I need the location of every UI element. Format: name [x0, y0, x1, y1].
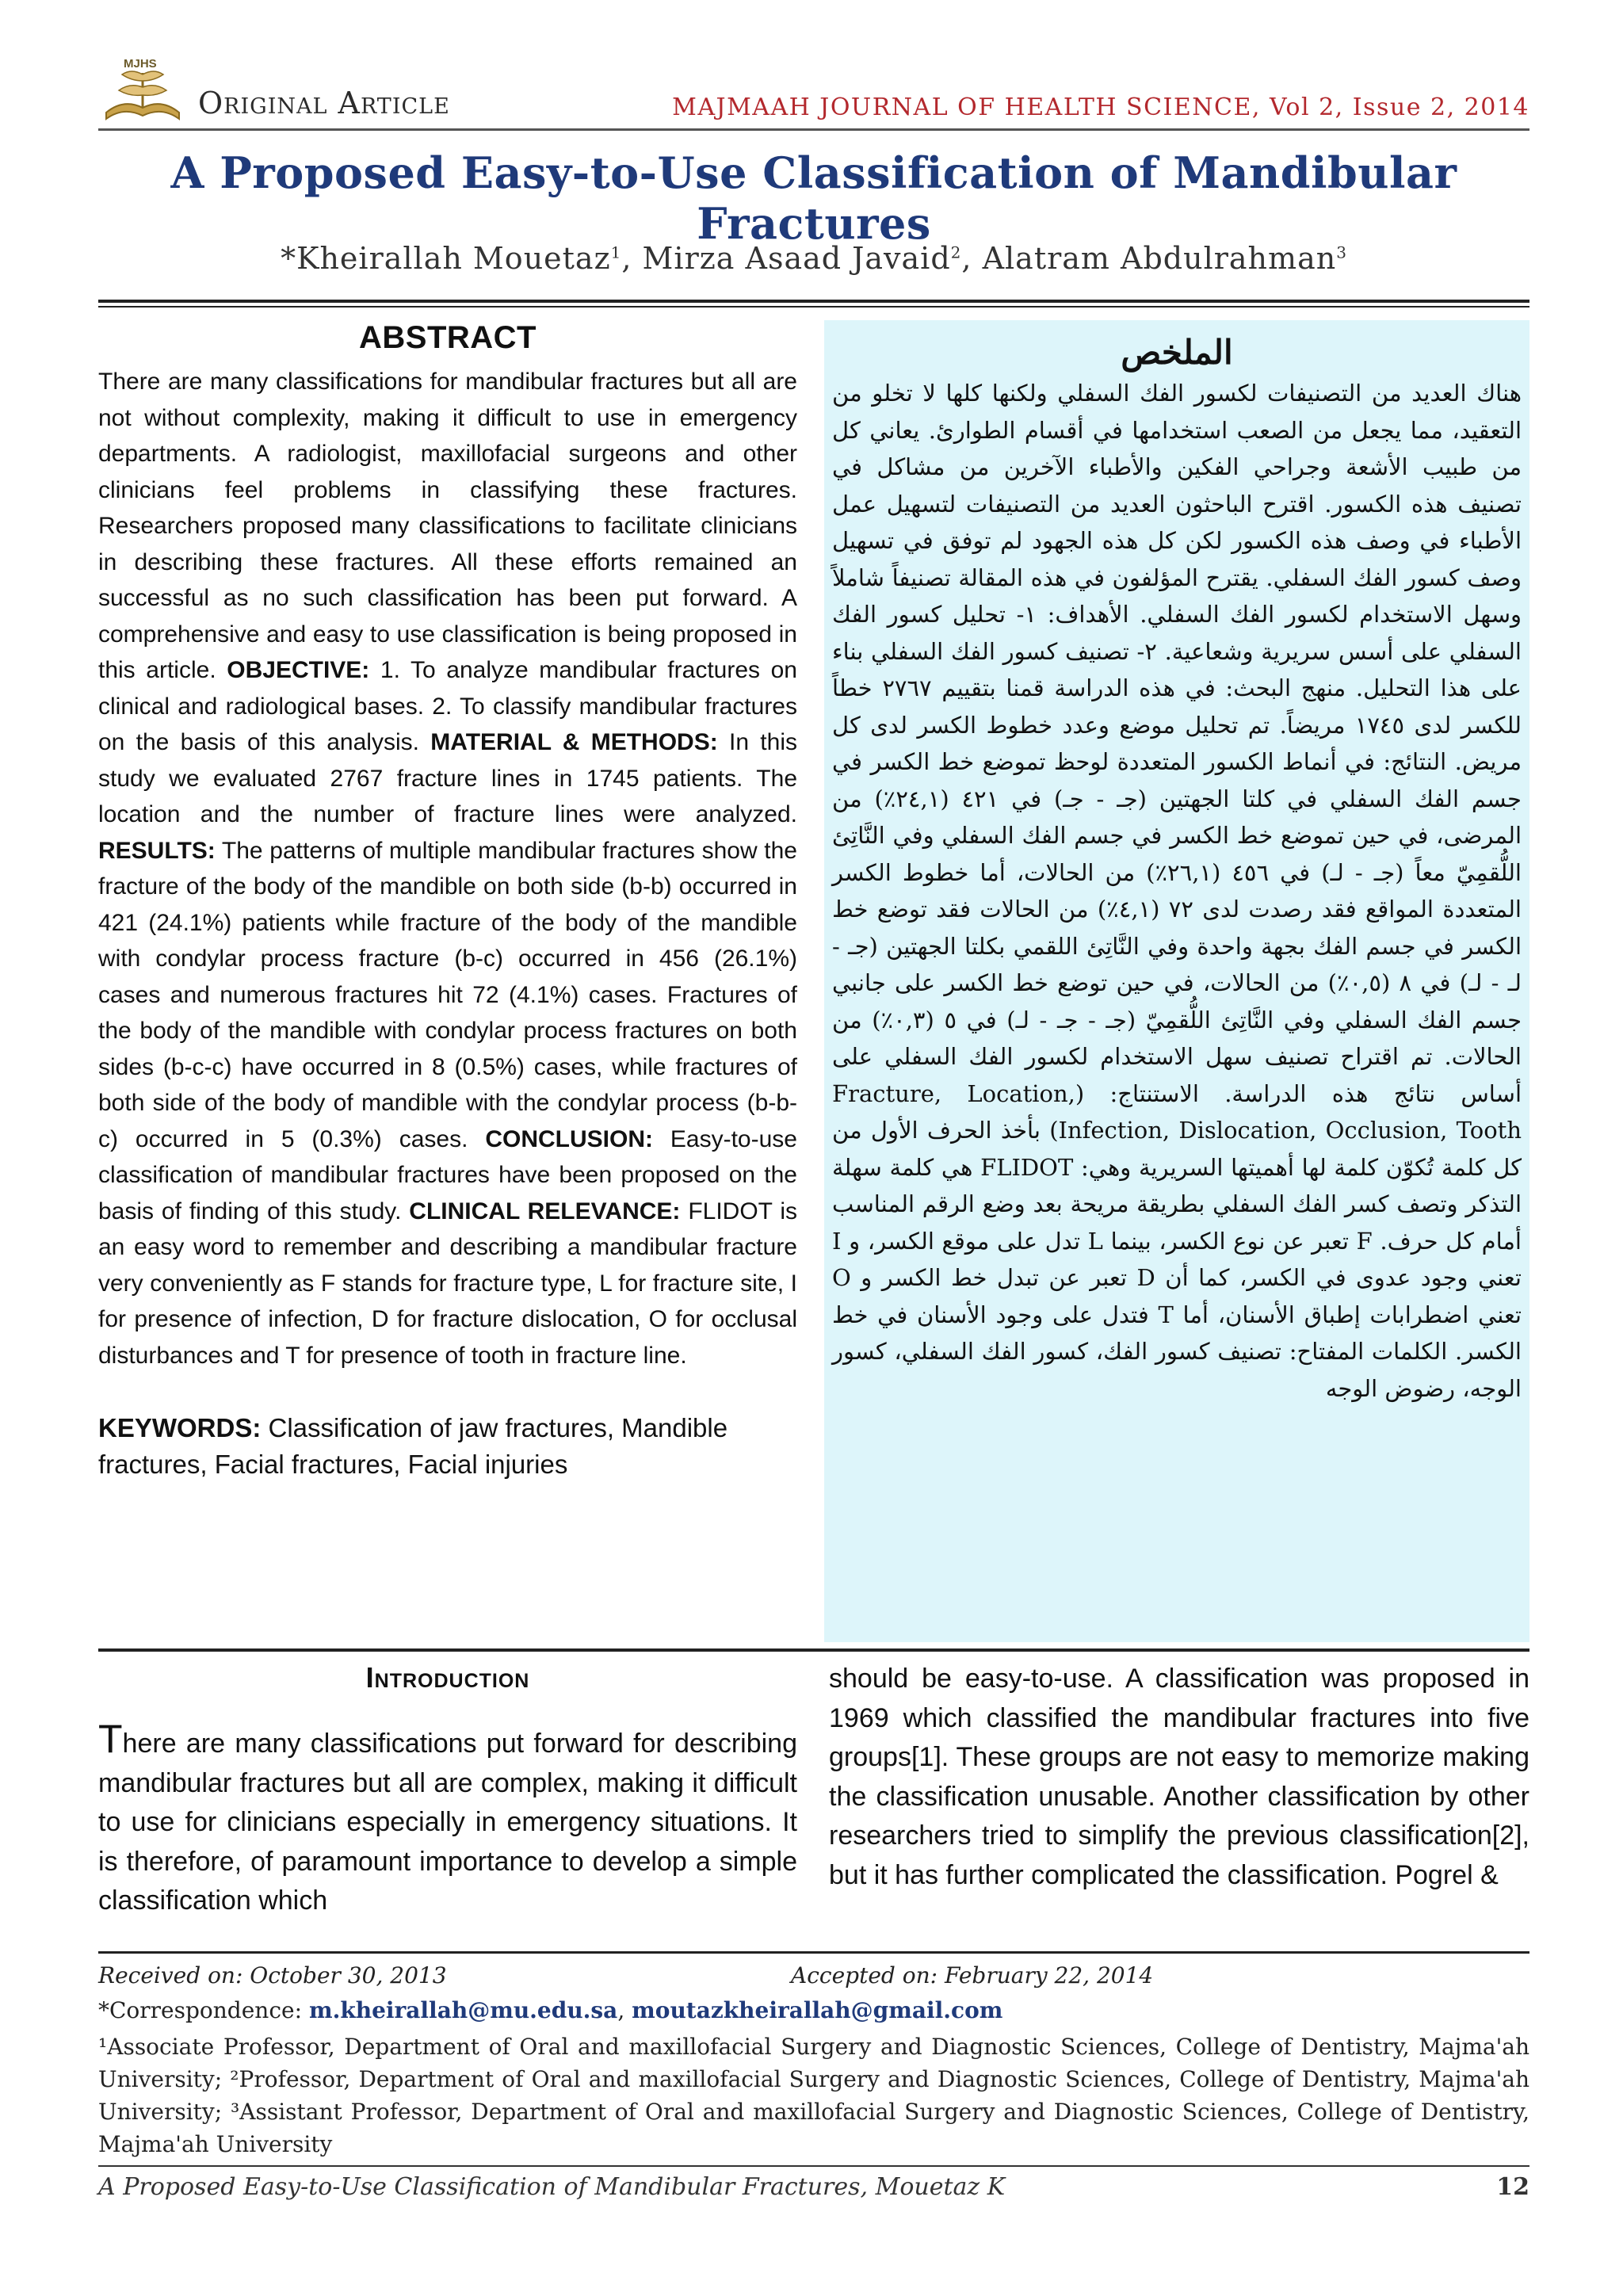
- relevance-text: FLIDOT is an easy word to remember and describing a mandibular fracture very conveniently as F stands for fracture type, L for fracture site, I for presence of infection, D for fracture dislocation, O for occlusal disturbances and T for presence of tooth in fracture line.: [98, 1198, 797, 1369]
- author-1-sup: 1: [610, 243, 622, 262]
- author-3-sup: 3: [1336, 243, 1347, 262]
- received-date: Received on: October 30, 2013: [98, 1962, 447, 1988]
- section-rule: [98, 1648, 1529, 1652]
- introduction-left-column: [98, 1717, 797, 1921]
- email-link-2[interactable]: moutazkheirallah@gmail.com: [632, 1997, 1003, 2023]
- author-asterisk: *: [281, 241, 297, 276]
- page-number: 12: [1496, 2173, 1529, 2201]
- objective-label: OBJECTIVE:: [227, 657, 370, 683]
- methods-label: MATERIAL & METHODS:: [430, 729, 718, 755]
- author-list: *Kheirallah Mouetaz$^1$, Mirza Asaad Javaid$^2$, Alatram Abdulrahman$^3$: [281, 241, 1347, 276]
- abstract-body: [98, 364, 797, 1373]
- footer-rule: [98, 2165, 1529, 2167]
- arabic-body: هناك العديد من التصنيفات لكسور الفك السفلي ولكنها كلها لا تخلو من التعقيد، مما يجعل من الصعب استخدامها في أقسام الطوارئ. يعاني كل من طبيب الأشعة وجراحي الفكين والأطباء الآخرين من مشاكل في تصنيف هذه الكسور. اقترح الباحثون العديد من التصنيفات لتسهيل عمل الأطباء في وصف هذه الكسور لكن كل هذه الجهود لم توفق في تسهيل وصف كسور الفك السفلي. يقترح المؤلفون في هذه المقالة تصنيفاً شاملاً وسهل الاستخدام لكسور الفك السفلي. الأهداف: ١- تحليل كسور الفك السفلي على أسس سريرية وشعاعية. ٢- تصنيف كسور الفك السفلي بناء على هذا التحليل. منهج البحث: في هذه الدراسة قمنا بتقييم ٢٧٦٧ خطاً للكسر لدى ١٧٤٥ مريضاً. تم تحليل موضع وعدد خطوط الكسر لدى كل مريض. النتائج: في أنماط الكسور المتعددة لوحظ تموضع خط الكسر في جسم الفك السفلي في كلتا الجهتين (جـ - جـ) في ٤٢١ (٢٤,١٪) من المرضى، في حين تموضع خط الكسر في جسم الفك السفلي وفي النَّاتِئ اللُّقمِيّ معاً (جـ - لـ) في ٤٥٦ (٢٦,١٪) من الحالات، أما خطوط الكسر المتعددة المواقع فقد رصدت لدى ٧٢ (٤,١٪) من الحالات فقد توضع خط الكسر في جسم الفك بجهة واحدة وفي النَّاتِئ اللقمي بكلتا الجهتين (جـ - لـ - لـ) في ٨ (٠,٥٪) من الحالات، في حين توضع خط الكسر على جانبي جسم الفك السفلي وفي النَّاتِئ اللُّقمِيّ (جـ - جـ - لـ) في ٥ (٠,٣٪) من الحالات. تم اقتراح تصنيف سهل الاستخدام لكسور الفك السفلي على أساس نتائج هذه الدراسة. الاستنتاج: (Fracture, Location, Infection, Dislocation, Occlusion, Tooth) بأخذ الحرف الأول من كل كلمة تُكوّن كلمة لها أهميتها السريرية وهي: FLIDOT هي كلمة سهلة التذكر وتصف كسر الفك السفلي بطريقة مريحة بعد وضع الرقم المناسب أمام كل حرف. F تعبر عن نوع الكسر، بينما L تدل على موقع الكسر، و I تعني وجود عدوى في الكسر، كما أن D تعبر عن تبدل خط الكسر و O تعني اضطرابات إطباق الأسنان، أما T فتدل على وجود الأسنان في خط الكسر. الكلمات المفتاح: تصنيف كسور الفك، كسور الفك السفلي، كسور الوجه، رضوض الوجه: [832, 380, 1522, 1402]
- journal-logo: [100, 57, 185, 130]
- results-text: The patterns of multiple mandibular fractures show the fracture of the body of the mandible on both side (b-b) occurred in 421 (24.1%) patients while fracture of the body of the mandible with condylar process fracture (b-c) occurred in 456 (26.1%) cases and numerous fractures hit 72 (4.1%) cases. Fractures of the body of the mandible with condylar process fractures on both sides (b-c-c) have occurred in 8 (0.5%) cases, while fractures of both side of the body of mandible with the condylar process (b-b-c) occurred in 5 (0.3%) cases.: [98, 837, 797, 1152]
- introduction-left-text: here are many classifications put forward for describing mandibular fractures but all are complex, making it difficult to use for clinicians especially in emergency situations. It is therefore, of paramount importance to develop a simple classification which: [98, 1729, 797, 1916]
- footnote-rule: [98, 1951, 1529, 1954]
- keywords-label: KEYWORDS:: [98, 1413, 262, 1442]
- arabic-heading: الملخص: [1121, 333, 1233, 372]
- objective-text: 1. To analyze mandibular fractures on clinical and radiological bases. 2. To classify mandibular fractures on the basis of this analysis.: [98, 657, 797, 755]
- keywords-text: Classification of jaw fractures, Mandible fractures, Facial fractures, Facial injuries: [98, 1413, 728, 1479]
- author-3: Alatram Abdulrahman: [982, 241, 1337, 276]
- introduction-heading: Introduction: [365, 1661, 530, 1694]
- abstract-heading: ABSTRACT: [359, 320, 537, 355]
- results-label: RESULTS:: [98, 837, 216, 864]
- conclusion-text: Easy-to-use classification of mandibular fractures have been proposed on the basis of finding of this study.: [98, 1125, 797, 1224]
- header-rule: [98, 128, 1529, 131]
- abstract-intro: There are many classifications for mandibular fractures but all are not without complexity, making it difficult to use in emergency departments. A radiologist, maxillofacial surgeons and other clinicians feel problems in classifying these fractures. Researchers proposed many classifications to facilitate clinicians in describing these fractures. All these efforts remained an successful as no such classification has been put forward. A comprehensive and easy to use classification is being proposed in this article.: [98, 369, 797, 683]
- author-1: Kheirallah Mouetaz: [296, 241, 611, 276]
- arabic-abstract: [824, 320, 1529, 1642]
- logo-text: MJHS: [124, 57, 157, 71]
- methods-text: In this study we evaluated 2767 fracture lines in 1745 patients. The location and the number of fracture lines were analyzed.: [98, 729, 797, 827]
- keywords: [98, 1410, 797, 1483]
- correspondence-label: *Correspondence:: [98, 1997, 303, 2023]
- journal-citation: MAJMAAH JOURNAL OF HEALTH SCIENCE, Vol 2, Issue 2, 2014: [672, 94, 1529, 121]
- top-rule-thin: [98, 306, 1529, 308]
- drop-cap: T: [98, 1717, 123, 1761]
- section-label: Original Article: [198, 86, 450, 120]
- article-title: A Proposed Easy-to-Use Classification of Mandibular Fractures: [170, 147, 1457, 249]
- running-title: A Proposed Easy-to-Use Classification of Mandibular Fractures, Mouetaz K: [98, 2173, 1006, 2201]
- correspondence: *Correspondence: m.kheirallah@mu.edu.sa, moutazkheirallah@gmail.com: [98, 1997, 1003, 2023]
- top-rule: [98, 300, 1529, 303]
- author-2: Mirza Asaad Javaid: [642, 241, 951, 276]
- relevance-label: CLINICAL RELEVANCE:: [409, 1198, 681, 1224]
- author-2-sup: 2: [950, 243, 962, 262]
- conclusion-label: CONCLUSION:: [485, 1125, 653, 1152]
- email-link-1[interactable]: m.kheirallah@mu.edu.sa: [308, 1997, 618, 2023]
- abstract-section: [98, 320, 797, 1483]
- introduction-right-column: should be easy-to-use. A classification was proposed in 1969 which classified the mandibular fractures into five groups[1]. These groups are not easy to memorize making the classification unusable. Another classification by other researchers tried to simplify the previous classification[2], but it has further complicated the classification. Pogrel &: [829, 1664, 1529, 1890]
- affiliations: ¹Associate Professor, Department of Oral and maxillofacial Surgery and Diagnostic Sciences, College of Dentistry, Majma'ah University; ²Professor, Department of Oral and maxillofacial Surgery and Diagnostic Sciences, College of Dentistry, Majma'ah University; ³Assistant Professor, Department of Oral and maxillofacial Surgery and Diagnostic Sciences, College of Dentistry, Majma'ah University: [98, 2034, 1529, 2157]
- accepted-date: Accepted on: February 22, 2014: [791, 1962, 1154, 1988]
